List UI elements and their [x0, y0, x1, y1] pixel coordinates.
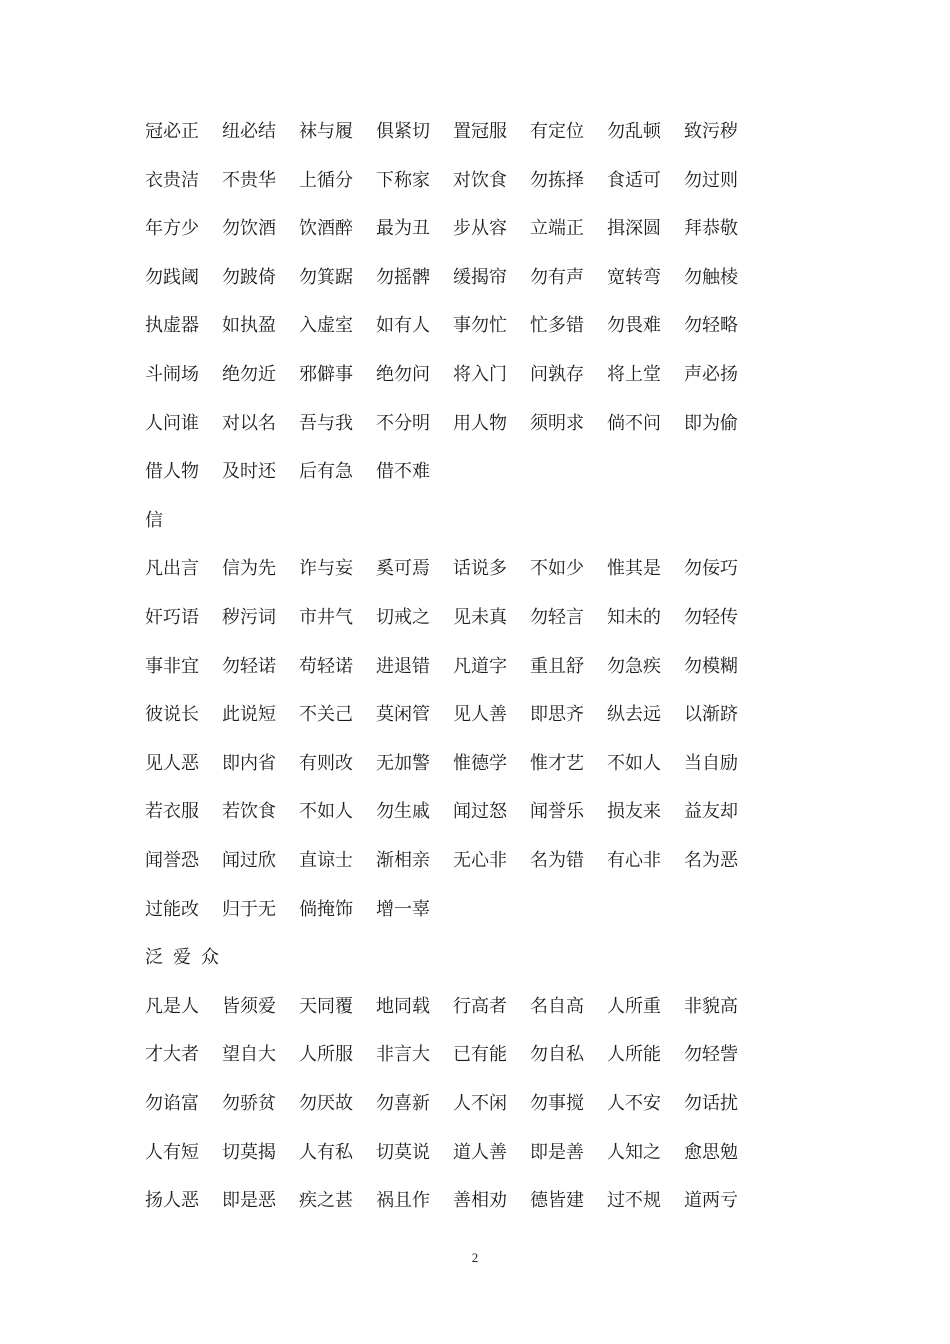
phrase: 声必扬 — [684, 364, 738, 385]
text-line — [145, 457, 453, 487]
phrase: 天同覆 — [299, 995, 353, 1017]
phrase: 切戒之 — [376, 607, 430, 628]
phrase: 有心非 — [607, 850, 661, 871]
phrase: 绝勿近 — [222, 364, 276, 385]
phrase: 拜恭敬 — [684, 218, 738, 240]
phrase: 最为丑 — [376, 218, 430, 240]
phrase: 宽转弯 — [607, 266, 661, 288]
section-heading: 信 — [145, 509, 163, 531]
phrase: 惟德学 — [453, 752, 507, 774]
phrase: 惟才艺 — [530, 752, 584, 774]
phrase: 愈思勉 — [684, 1141, 738, 1163]
phrase: 人问谁 — [145, 412, 199, 434]
text-line — [145, 700, 761, 730]
phrase: 事勿忙 — [453, 315, 507, 337]
phrase: 无心非 — [453, 850, 507, 871]
text-line — [145, 749, 761, 779]
phrase: 即是恶 — [222, 1190, 276, 1212]
phrase: 闻誉乐 — [530, 801, 584, 823]
phrase: 有则改 — [299, 752, 353, 774]
phrase: 忙多错 — [530, 315, 584, 337]
phrase: 勿谄富 — [145, 1093, 199, 1114]
phrase: 致污秽 — [684, 121, 738, 142]
phrase: 纽必结 — [222, 121, 276, 142]
phrase: 勿跛倚 — [222, 266, 276, 288]
phrase: 勿厌故 — [299, 1093, 353, 1114]
phrase: 不如人 — [299, 801, 353, 823]
phrase: 损友来 — [607, 801, 661, 823]
text-line — [145, 263, 761, 293]
phrase: 倘掩饰 — [299, 898, 353, 920]
phrase: 立端正 — [530, 218, 584, 240]
phrase: 勿生戚 — [376, 801, 430, 823]
phrase: 勿有声 — [530, 266, 584, 288]
phrase: 不如人 — [607, 752, 661, 774]
phrase: 勿摇髀 — [376, 266, 430, 288]
phrase: 用人物 — [453, 412, 507, 434]
phrase: 纵去远 — [607, 704, 661, 726]
phrase: 此说短 — [222, 704, 276, 726]
phrase: 奚可焉 — [376, 558, 430, 580]
phrase: 皆须爱 — [222, 995, 276, 1017]
phrase: 见人恶 — [145, 752, 199, 774]
phrase: 望自大 — [222, 1044, 276, 1066]
phrase: 倘不问 — [607, 412, 661, 434]
phrase: 揖深圆 — [607, 218, 661, 240]
phrase: 市井气 — [299, 607, 353, 628]
phrase: 邪僻事 — [299, 364, 353, 385]
phrase: 以渐跻 — [684, 704, 738, 726]
phrase: 若饮食 — [222, 801, 276, 823]
phrase: 善相劝 — [453, 1190, 507, 1212]
phrase: 才大者 — [145, 1044, 199, 1066]
text-line — [145, 895, 453, 925]
phrase: 无加警 — [376, 752, 430, 774]
text-line — [145, 846, 761, 876]
phrase: 切莫说 — [376, 1141, 430, 1163]
phrase: 名为恶 — [684, 850, 738, 871]
phrase: 道人善 — [453, 1141, 507, 1163]
phrase: 闻誉恐 — [145, 850, 199, 871]
phrase: 信为先 — [222, 558, 276, 580]
phrase: 已有能 — [453, 1044, 507, 1066]
phrase: 绝勿问 — [376, 364, 430, 385]
phrase: 食适可 — [607, 169, 661, 191]
page-number: 2 — [471, 1250, 479, 1265]
phrase: 下称家 — [376, 169, 430, 191]
phrase: 苟轻诺 — [299, 655, 353, 677]
phrase: 非言大 — [376, 1044, 430, 1066]
phrase: 勿畏难 — [607, 315, 661, 337]
text-line — [145, 652, 761, 682]
phrase: 即为偷 — [684, 412, 738, 434]
phrase: 问孰存 — [530, 364, 584, 385]
section-heading: 泛爱众 — [145, 947, 229, 969]
text-line — [145, 554, 761, 584]
phrase: 勿急疾 — [607, 655, 661, 677]
phrase: 即是善 — [530, 1141, 584, 1163]
phrase: 不关己 — [299, 704, 353, 726]
phrase: 地同载 — [376, 995, 430, 1017]
text-line — [145, 311, 761, 341]
phrase: 勿轻訾 — [684, 1044, 738, 1066]
phrase: 话说多 — [453, 558, 507, 580]
phrase: 奸巧语 — [145, 607, 199, 628]
phrase: 扬人恶 — [145, 1190, 199, 1212]
phrase: 勿践阈 — [145, 266, 199, 288]
phrase: 人不闲 — [453, 1093, 507, 1114]
phrase: 冠必正 — [145, 121, 199, 142]
phrase: 过能改 — [145, 898, 199, 920]
phrase: 名自高 — [530, 995, 584, 1017]
phrase: 勿轻诺 — [222, 655, 276, 677]
phrase: 置冠服 — [453, 121, 507, 142]
phrase: 不贵华 — [222, 169, 276, 191]
text-line — [145, 409, 761, 439]
phrase: 见未真 — [453, 607, 507, 628]
text-line — [145, 166, 761, 196]
phrase: 人有短 — [145, 1141, 199, 1163]
phrase: 勿饮酒 — [222, 218, 276, 240]
phrase: 即思齐 — [530, 704, 584, 726]
phrase: 勿轻略 — [684, 315, 738, 337]
phrase: 对以名 — [222, 412, 276, 434]
phrase: 当自励 — [684, 752, 738, 774]
phrase: 勿佞巧 — [684, 558, 738, 580]
text-line — [145, 1040, 761, 1070]
phrase: 饮酒醉 — [299, 218, 353, 240]
phrase: 道两亏 — [684, 1190, 738, 1212]
phrase: 借不难 — [376, 461, 430, 483]
phrase: 凡是人 — [145, 995, 199, 1017]
phrase: 及时还 — [222, 461, 276, 483]
text-line — [145, 797, 761, 827]
phrase: 行高者 — [453, 995, 507, 1017]
phrase: 上循分 — [299, 169, 353, 191]
phrase: 秽污词 — [222, 607, 276, 628]
phrase: 入虚室 — [299, 315, 353, 337]
phrase: 彼说长 — [145, 704, 199, 726]
phrase: 过不规 — [607, 1190, 661, 1212]
phrase: 勿拣择 — [530, 169, 584, 191]
phrase: 见人善 — [453, 704, 507, 726]
phrase: 年方少 — [145, 218, 199, 240]
text-line — [145, 360, 761, 390]
phrase: 非貌高 — [684, 995, 738, 1017]
phrase: 如执盈 — [222, 315, 276, 337]
phrase: 凡道字 — [453, 655, 507, 677]
phrase: 事非宜 — [145, 655, 199, 677]
phrase: 将上堂 — [607, 364, 661, 385]
phrase: 诈与妄 — [299, 558, 353, 580]
phrase: 闻过怒 — [453, 801, 507, 823]
text-line — [145, 1138, 761, 1168]
phrase: 如有人 — [376, 315, 430, 337]
phrase: 勿轻言 — [530, 607, 584, 628]
phrase: 斗闹场 — [145, 364, 199, 385]
phrase: 名为错 — [530, 850, 584, 871]
phrase: 不分明 — [376, 412, 430, 434]
phrase: 勿模糊 — [684, 655, 738, 677]
phrase: 直谅士 — [299, 850, 353, 871]
phrase: 莫闲管 — [376, 704, 430, 726]
phrase: 勿事搅 — [530, 1093, 584, 1114]
text-line — [145, 1186, 761, 1216]
phrase: 对饮食 — [453, 169, 507, 191]
phrase: 吾与我 — [299, 412, 353, 434]
phrase: 将入门 — [453, 364, 507, 385]
phrase: 渐相亲 — [376, 850, 430, 871]
phrase: 勿喜新 — [376, 1093, 430, 1114]
phrase: 俱紧切 — [376, 121, 430, 142]
phrase: 祸且作 — [376, 1190, 430, 1212]
phrase: 人有私 — [299, 1141, 353, 1163]
phrase: 勿自私 — [530, 1044, 584, 1066]
phrase: 衣贵洁 — [145, 169, 199, 191]
phrase: 进退错 — [376, 655, 430, 677]
phrase: 不如少 — [530, 558, 584, 580]
phrase: 重且舒 — [530, 655, 584, 677]
phrase: 有定位 — [530, 121, 584, 142]
phrase: 益友却 — [684, 801, 738, 823]
text-line — [145, 992, 761, 1022]
phrase: 借人物 — [145, 461, 199, 483]
phrase: 勿轻传 — [684, 607, 738, 628]
phrase: 疾之甚 — [299, 1190, 353, 1212]
phrase: 须明求 — [530, 412, 584, 434]
text-line — [145, 117, 761, 147]
phrase: 人所能 — [607, 1044, 661, 1066]
phrase: 人不安 — [607, 1093, 661, 1114]
phrase: 闻过欣 — [222, 850, 276, 871]
phrase: 增一辜 — [376, 898, 430, 920]
phrase: 勿骄贫 — [222, 1093, 276, 1114]
phrase: 执虚器 — [145, 315, 199, 337]
phrase: 勿触棱 — [684, 266, 738, 288]
phrase: 后有急 — [299, 461, 353, 483]
phrase: 缓揭帘 — [453, 266, 507, 288]
text-line — [145, 214, 761, 244]
phrase: 若衣服 — [145, 801, 199, 823]
phrase: 人所重 — [607, 995, 661, 1017]
text-line — [145, 603, 761, 633]
phrase: 惟其是 — [607, 558, 661, 580]
phrase: 勿乱顿 — [607, 121, 661, 142]
phrase: 人知之 — [607, 1141, 661, 1163]
phrase: 勿箕踞 — [299, 266, 353, 288]
phrase: 步从容 — [453, 218, 507, 240]
phrase: 勿话扰 — [684, 1093, 738, 1114]
phrase: 知未的 — [607, 607, 661, 628]
phrase: 勿过则 — [684, 169, 738, 191]
text-line — [145, 1089, 761, 1119]
phrase: 切莫揭 — [222, 1141, 276, 1163]
phrase: 人所服 — [299, 1044, 353, 1066]
phrase: 凡出言 — [145, 558, 199, 580]
phrase: 归于无 — [222, 898, 276, 920]
phrase: 德皆建 — [530, 1190, 584, 1212]
phrase: 袜与履 — [299, 121, 353, 142]
phrase: 即内省 — [222, 752, 276, 774]
